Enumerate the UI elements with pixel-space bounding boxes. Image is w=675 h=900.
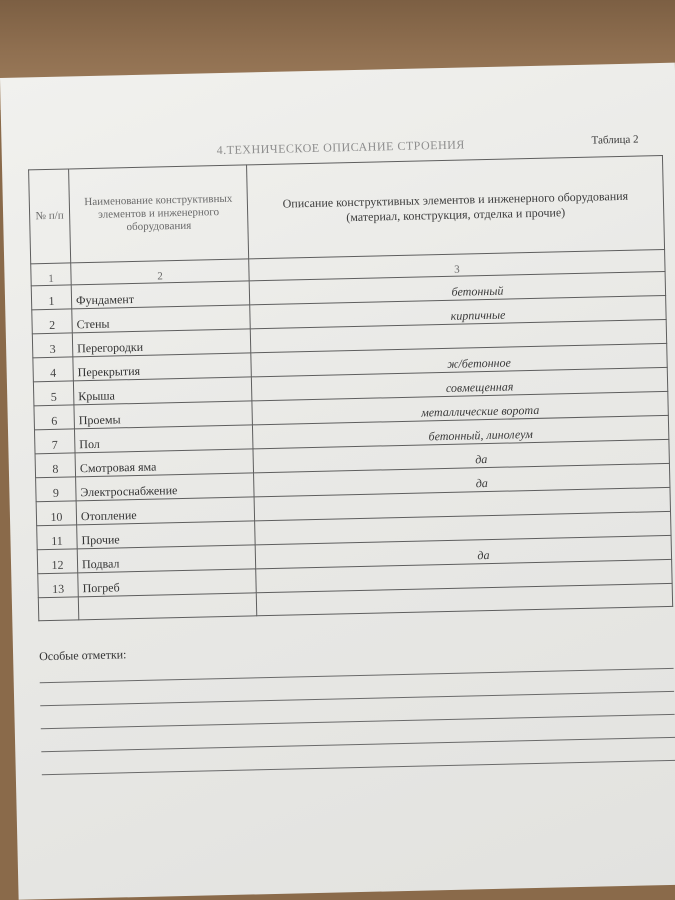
column-number-2: 2 (71, 259, 249, 285)
empty-cell (78, 593, 256, 620)
row-num: 1 (31, 285, 72, 310)
row-name: Прочие (77, 521, 255, 549)
row-name: Проемы (74, 401, 252, 429)
column-number-1: 1 (31, 263, 71, 286)
handwritten-value: бетонный, линолеум (428, 427, 534, 444)
row-num: 5 (33, 381, 74, 406)
notes-label: Особые отметки: (38, 647, 127, 664)
header-description-line1: Описание конструктивных элементов и инженерного оборудования (282, 188, 629, 211)
column-number-3: 3 (249, 249, 665, 280)
row-num: 12 (37, 549, 78, 574)
row-num: 3 (32, 333, 73, 358)
handwritten-value: да (475, 476, 489, 491)
handwritten-value: ж/бетонное (447, 355, 512, 371)
section-title: 4.ТЕХНИЧЕСКОЕ ОПИСАНИЕ СТРОЕНИЯ (216, 137, 466, 158)
handwritten-value: кирпичные (450, 307, 506, 323)
row-num: 10 (36, 501, 77, 526)
row-name: Погреб (78, 569, 256, 597)
row-name: Перегородки (72, 329, 250, 357)
row-num: 13 (38, 573, 79, 598)
row-name: Отопление (76, 497, 254, 525)
header-description (247, 155, 665, 258)
row-name: Перекрытия (73, 353, 251, 381)
row-num: 4 (33, 357, 74, 382)
row-name: Смотровая яма (75, 449, 253, 477)
row-num: 9 (36, 477, 77, 502)
row-num: 11 (37, 525, 78, 550)
row-num: 8 (35, 453, 76, 478)
handwritten-value: да (477, 548, 490, 563)
notes-line (41, 737, 675, 752)
row-name: Крыша (73, 377, 251, 405)
table-label: Таблица 2 (591, 133, 639, 147)
table-header-row (29, 155, 665, 263)
row-num: 2 (32, 309, 73, 334)
empty-cell (38, 597, 79, 621)
technical-description-table (28, 155, 673, 621)
notes-line (40, 691, 674, 706)
handwritten-value: совмещенная (445, 379, 514, 395)
handwritten-value: да (475, 452, 488, 467)
row-name: Электроснабжение (76, 473, 254, 501)
row-name: Стены (72, 305, 250, 333)
row-name: Подвал (77, 545, 255, 573)
row-num: 6 (34, 405, 75, 430)
row-name: Пол (74, 425, 252, 453)
row-name: Фундамент (71, 281, 249, 309)
notes-line (41, 714, 675, 729)
handwritten-value: бетонный (451, 283, 504, 299)
row-num: 7 (34, 429, 75, 454)
header-num: № п/п (29, 169, 71, 264)
handwritten-value: металлические ворота (420, 402, 540, 420)
document-page (0, 63, 675, 900)
notes-line (42, 760, 675, 775)
header-name: Наименование конструктивных элементов и инженерного оборудования (69, 165, 249, 263)
notes-line (40, 668, 674, 683)
header-description-line2: (материал, конструкция, отделка и прочие) (346, 204, 566, 224)
